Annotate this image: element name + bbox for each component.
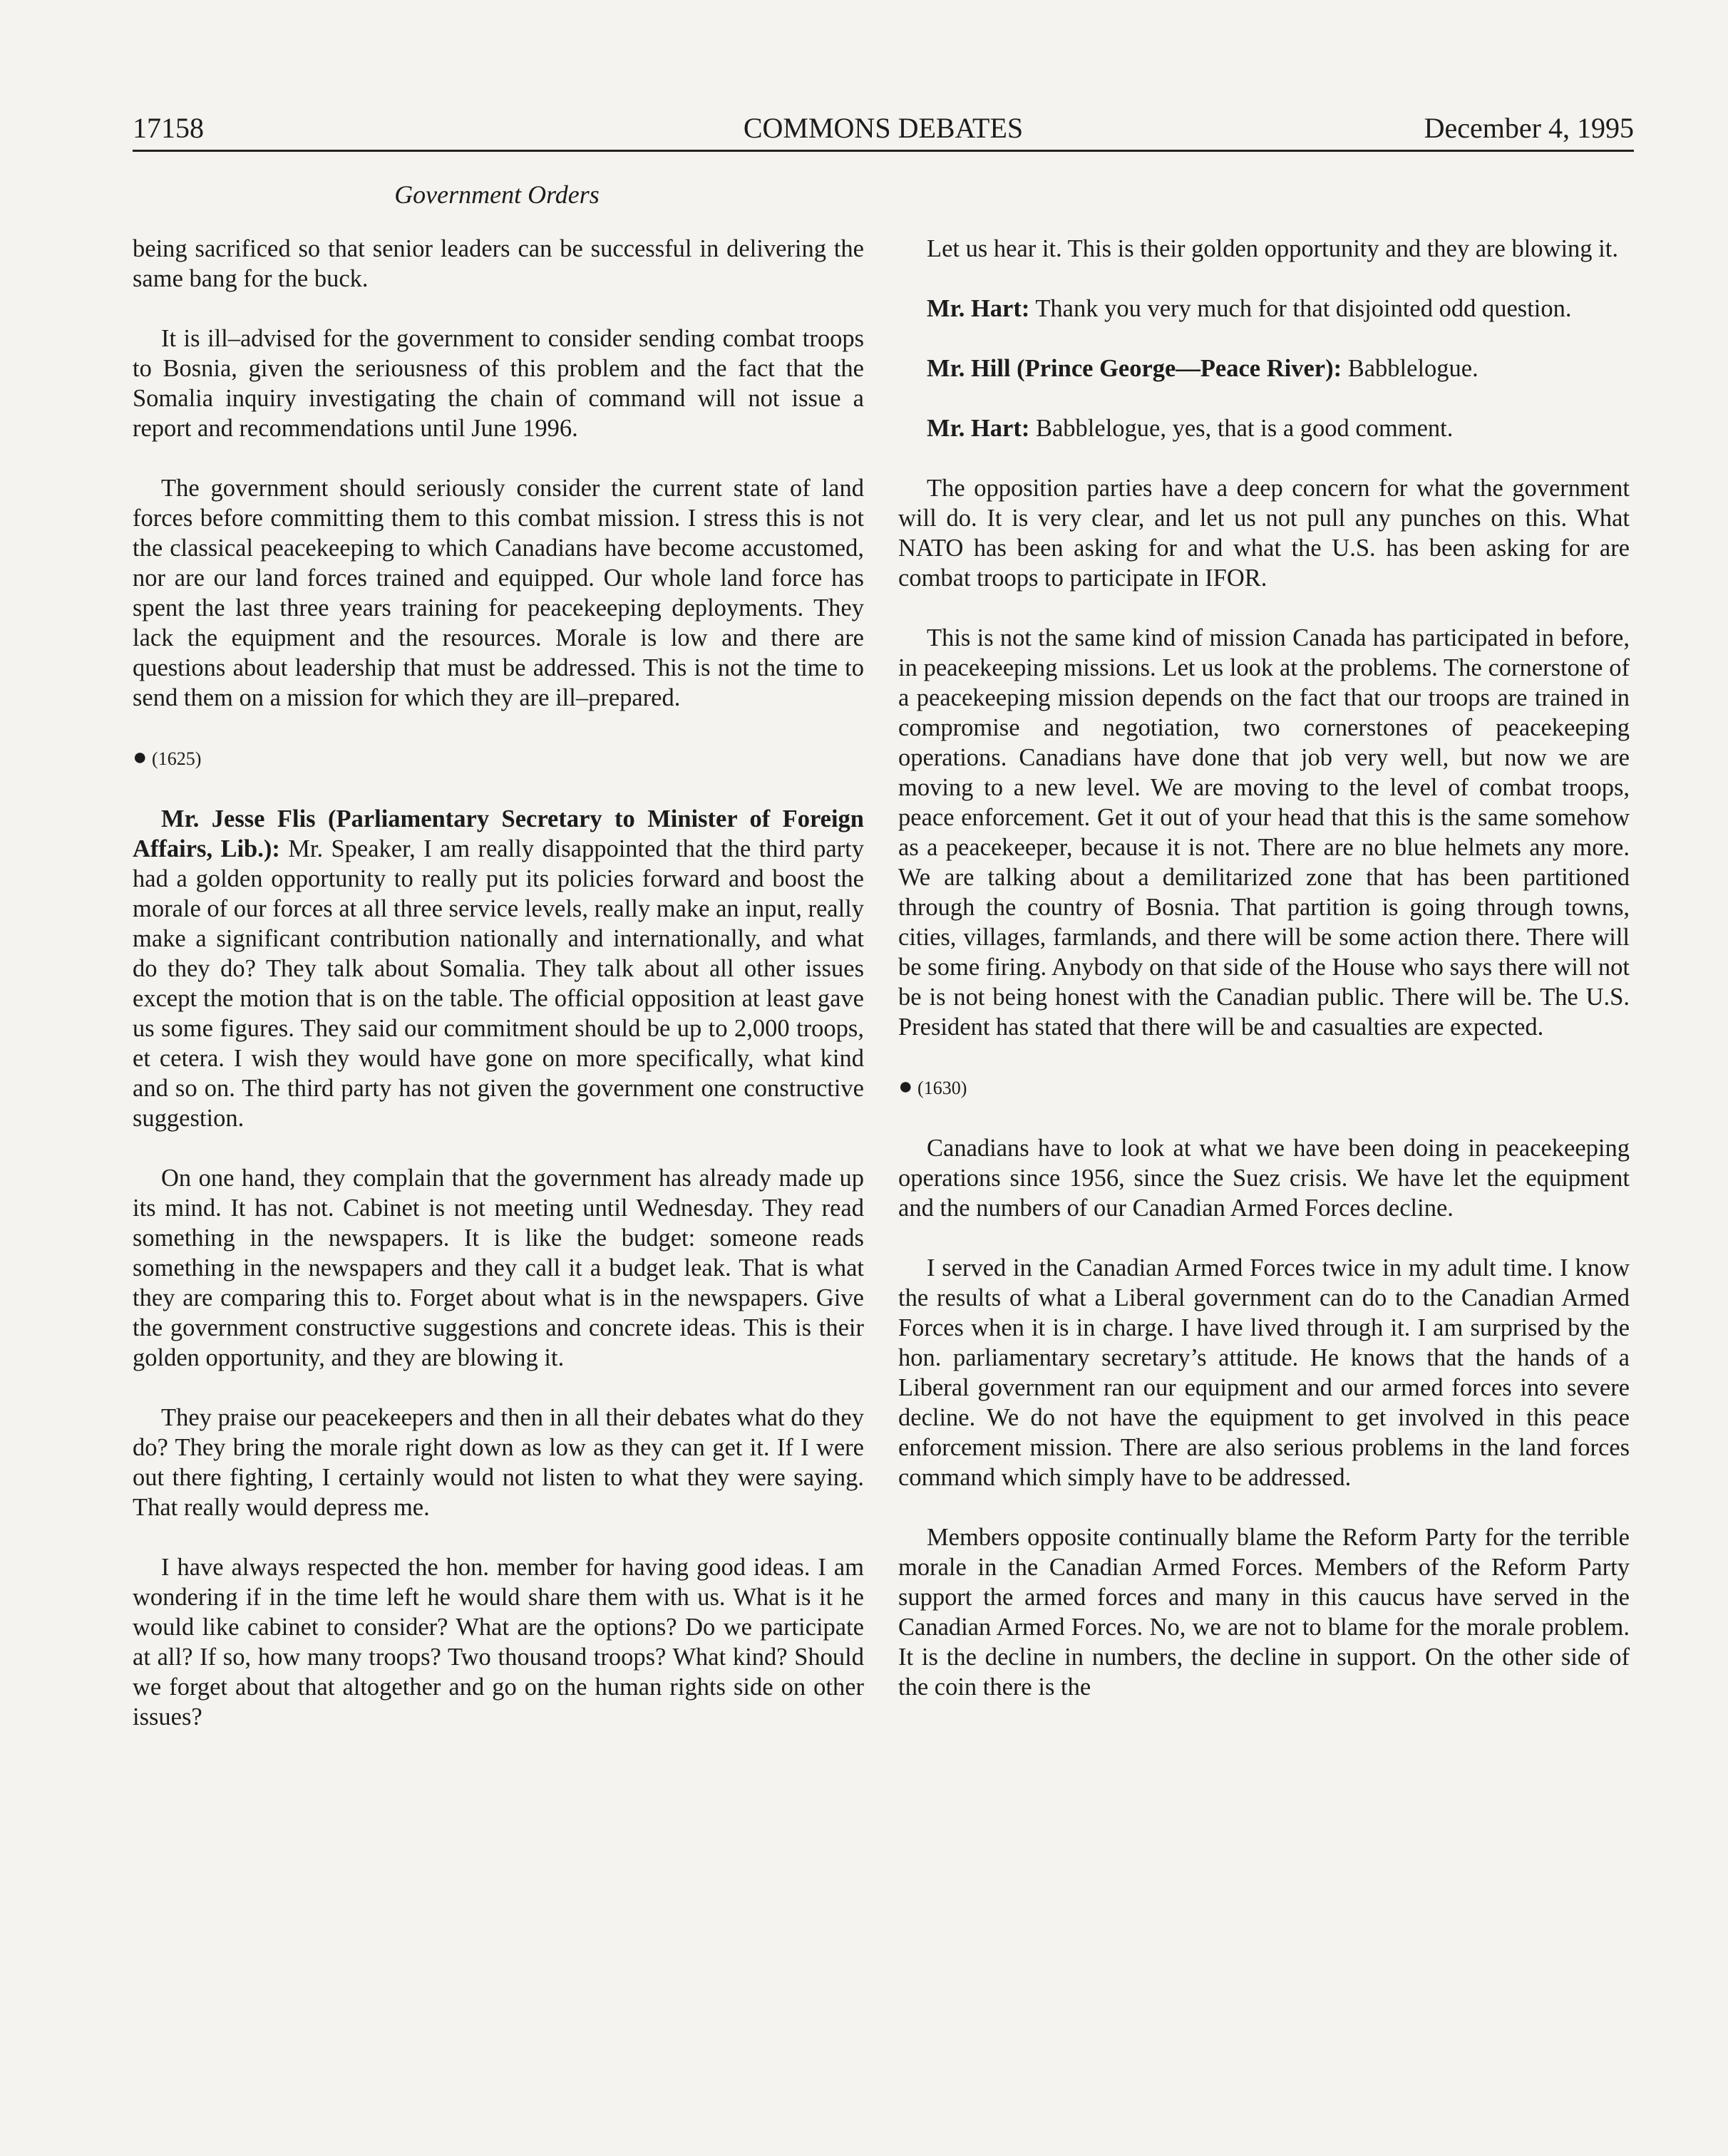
time-marker-label: (1630) — [917, 1078, 967, 1098]
right-column — [898, 234, 1630, 1732]
paragraph: The opposition parties have a deep concern for what the government will do. It is very clear, and let us not pull any punches on this. What NATO has been asking for and what the U.S. has been asking for are combat troops to participate in IFOR. — [898, 475, 1630, 592]
speech-paragraph — [133, 804, 864, 1133]
header-rule — [133, 150, 1634, 152]
speech-text: Thank you very much for that disjointed odd question. — [1035, 295, 1572, 322]
speech-paragraph — [898, 413, 1630, 443]
bullet-icon: ● — [898, 1073, 913, 1100]
time-marker — [133, 743, 864, 774]
paragraph: I served in the Canadian Armed Forces twice in my adult time. I know the results of what a Liberal government can do to the Canadian Armed Forces when it is in charge. I have lived through it. I am surprised by the hon. parliamentary secretary’s attitude. He knows that the hands of a Liberal government ran our equipment and our armed forces into severe decline. We do not have the equipment to get involved in this peace enforcement mission. There are also serious problems in the land forces command which simply have to be addressed. — [898, 1254, 1630, 1491]
paragraph: This is not the same kind of mission Canada has participated in before, in peacekeeping missions. Let us look at the problems. The cornerstone of a peacekeeping mission depends on the fact that our troops are trained in compromise and negotiation, two cornerstones of peacekeeping operations. Canadians have done that job very well, but now we are moving to a new level. We are moving to the level of combat troops, peace enforcement. Get it out of your head that this is the same somehow as a peacekeeper, because it is not. There are no blue helmets any more. We are talking about a demilitarized zone that has been partitioned through the country of Bosnia. That partition is going through towns, cities, villages, farmlands, and there will be some action there. There will be some firing. Anybody on that side of the House who says there will not be is not being honest with the Canadian public. There will be. The U.S. President has stated that there will be and casualties are expected. — [898, 624, 1630, 1041]
page-header — [133, 105, 1634, 148]
time-marker — [898, 1072, 1630, 1103]
speech-text: Babblelogue, yes, that is a good comment. — [1035, 415, 1454, 442]
paragraph: They praise our peacekeepers and then in all their debates what do they do? They bring the morale right down as low as they can get it. If I were out there fighting, I certainly would not listen to what they were saying. That really would depress me. — [133, 1404, 864, 1521]
time-marker-label: (1625) — [152, 748, 202, 769]
paragraph: The government should seriously consider the current state of land forces before committing them to this combat mission. I stress this is not the classical peacekeeping to which Canadians have become accustomed, nor are our land forces trained and equipped. Our whole land force has spent the last three years training for peacekeeping deployments. They lack the equipment and the resources. Morale is low and there are questions about leadership that must be addressed. This is not the time to send them on a mission for which they are ill–prepared. — [133, 475, 864, 711]
page-number: 17158 — [133, 112, 204, 144]
bullet-icon: ● — [133, 744, 148, 770]
speaker-name: Mr. Jesse Flis (Parliamentary Secretary to Minister of Foreign Affairs, Lib.): — [133, 805, 864, 862]
paragraph: Let us hear it. This is their golden opportunity and they are blowing it. — [927, 235, 1618, 262]
speech-text: Mr. Speaker, I am really disappointed that the third party had a golden opportunity to really put its policies forward and boost the morale of our forces at all three service levels, really make an input, really make a significant contribution nationally and internationally, and what do they do? They talk about Somalia. They talk about all other issues except the motion that is on the table. The official opposition at least gave us some figures. They said our commitment should be up to 2,000 troops, et cetera. I wish they would have gone on more specifically, what kind and so on. The third party has not given the government one constructive suggestion. — [133, 835, 865, 1132]
speaker-name: Mr. Hill (Prince George—Peace River): — [927, 355, 1342, 382]
paragraph: On one hand, they complain that the government has already made up its mind. It has not. Cabinet is not meeting until Wednesday. They read something in the newspapers. It is like the budget: someone reads something in the newspapers and they call it a budget leak. That is what they are comparing this to. Forget about what is in the newspapers. Give the government constructive suggestions and concrete ideas. This is their golden opportunity, and they are blowing it. — [133, 1165, 864, 1371]
section-label: Government Orders — [394, 180, 600, 209]
journal-title: COMMONS DEBATES — [743, 112, 1024, 144]
paragraph: Members opposite continually blame the Reform Party for the terrible morale in the Canadian Armed Forces. Members of the Reform Party support the armed forces and many in this caucus have served in the Canadian Armed Forces. No, we are not to blame for the morale problem. It is the decline in numbers, the decline in support. On the other side of the coin there is the — [898, 1524, 1630, 1701]
left-column — [133, 234, 864, 1762]
speech-paragraph — [898, 354, 1630, 383]
paragraph: It is ill–advised for the government to consider sending combat troops to Bosnia, given the seriousness of this problem and the fact that the Somalia inquiry investigating the chain of command will not issue a report and recommendations until June 1996. — [133, 325, 864, 442]
speech-paragraph — [898, 294, 1630, 324]
speaker-name: Mr. Hart: — [927, 295, 1030, 322]
paragraph: I have always respected the hon. member for having good ideas. I am wondering if in the time left he would share them with us. What is it he would like cabinet to consider? What are the options? Do we participate at all? If so, how many troops? Two thousand troops? What kind? Should we forget about that altogether and go on the human rights side on other issues? — [133, 1554, 864, 1731]
paragraph: being sacrificed so that senior leaders can be successful in delivering the same bang for the buck. — [133, 235, 864, 292]
page-date: December 4, 1995 — [1424, 112, 1634, 144]
paragraph: Canadians have to look at what we have been doing in peacekeeping operations since 1956, since the Suez crisis. We have let the equipment and the numbers of our Canadian Armed Forces decline. — [898, 1135, 1630, 1222]
speech-text: Babblelogue. — [1347, 355, 1478, 382]
speaker-name: Mr. Hart: — [927, 415, 1030, 442]
